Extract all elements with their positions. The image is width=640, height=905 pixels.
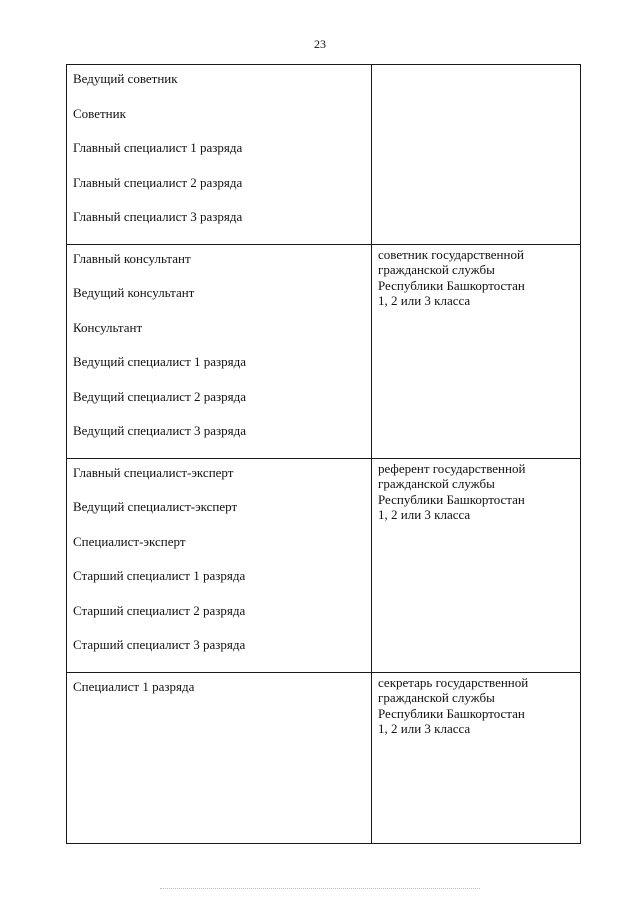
class-cell: [372, 672, 581, 843]
class-line: гражданской службы: [378, 690, 495, 705]
class-rank-text: [372, 245, 580, 309]
positions-list: [67, 673, 371, 714]
positions-table: [66, 64, 581, 844]
class-line: Республики Башкортостан: [378, 491, 525, 507]
positions-cell: [67, 65, 372, 245]
class-cell: [372, 244, 581, 458]
positions-cell: [67, 244, 372, 458]
class-line: советник государственной: [378, 246, 524, 262]
position-item: Старший специалист 3 разряда: [73, 637, 246, 652]
class-rank-text: [372, 459, 580, 523]
positions-cell: [67, 458, 372, 672]
class-line: 1, 2 или 3 класса: [378, 721, 471, 736]
table-row: [67, 65, 581, 245]
position-item: Главный специалист 1 разряда: [73, 140, 243, 155]
table-row: [67, 458, 581, 672]
class-line: Республики Башкортостан: [378, 705, 525, 721]
positions-list: [67, 459, 371, 672]
page-number: 23: [314, 37, 326, 51]
class-line: 1, 2 или 3 класса: [378, 293, 471, 308]
position-item: Старший специалист 2 разряда: [73, 602, 246, 618]
position-item: Ведущий специалист 3 разряда: [73, 423, 247, 438]
position-item: Главный консультант: [73, 250, 191, 266]
position-item: Главный специалист-эксперт: [73, 464, 234, 480]
position-item: Ведущий специалист 1 разряда: [73, 354, 247, 369]
position-item: Старший специалист 1 разряда: [73, 568, 246, 583]
position-item: Советник: [73, 105, 126, 121]
position-item: Специалист-эксперт: [73, 533, 186, 549]
class-cell: [372, 458, 581, 672]
class-rank-text: [372, 673, 580, 737]
class-line: гражданской службы: [378, 476, 495, 491]
position-item: Главный специалист 2 разряда: [73, 174, 243, 190]
class-cell: [372, 65, 581, 245]
positions-list: [67, 245, 371, 458]
position-item: Ведущий консультант: [73, 285, 195, 300]
position-item: Ведущий советник: [73, 71, 178, 86]
class-line: референт государственной: [378, 460, 526, 476]
positions-cell: [67, 672, 372, 843]
class-line: Республики Башкортостан: [378, 277, 525, 293]
class-line: 1, 2 или 3 класса: [378, 507, 471, 522]
class-line: секретарь государственной: [378, 674, 529, 690]
position-item: Консультант: [73, 319, 143, 335]
class-line: гражданской службы: [378, 262, 495, 277]
position-item: Специалист 1 разряда: [73, 678, 195, 694]
position-item: Главный специалист 3 разряда: [73, 209, 243, 224]
positions-list: [67, 65, 371, 244]
position-item: Ведущий специалист 2 разряда: [73, 388, 247, 404]
table-row: [67, 672, 581, 843]
scan-artifact: [160, 888, 480, 891]
position-item: Ведущий специалист-эксперт: [73, 499, 238, 514]
table-row: [67, 244, 581, 458]
